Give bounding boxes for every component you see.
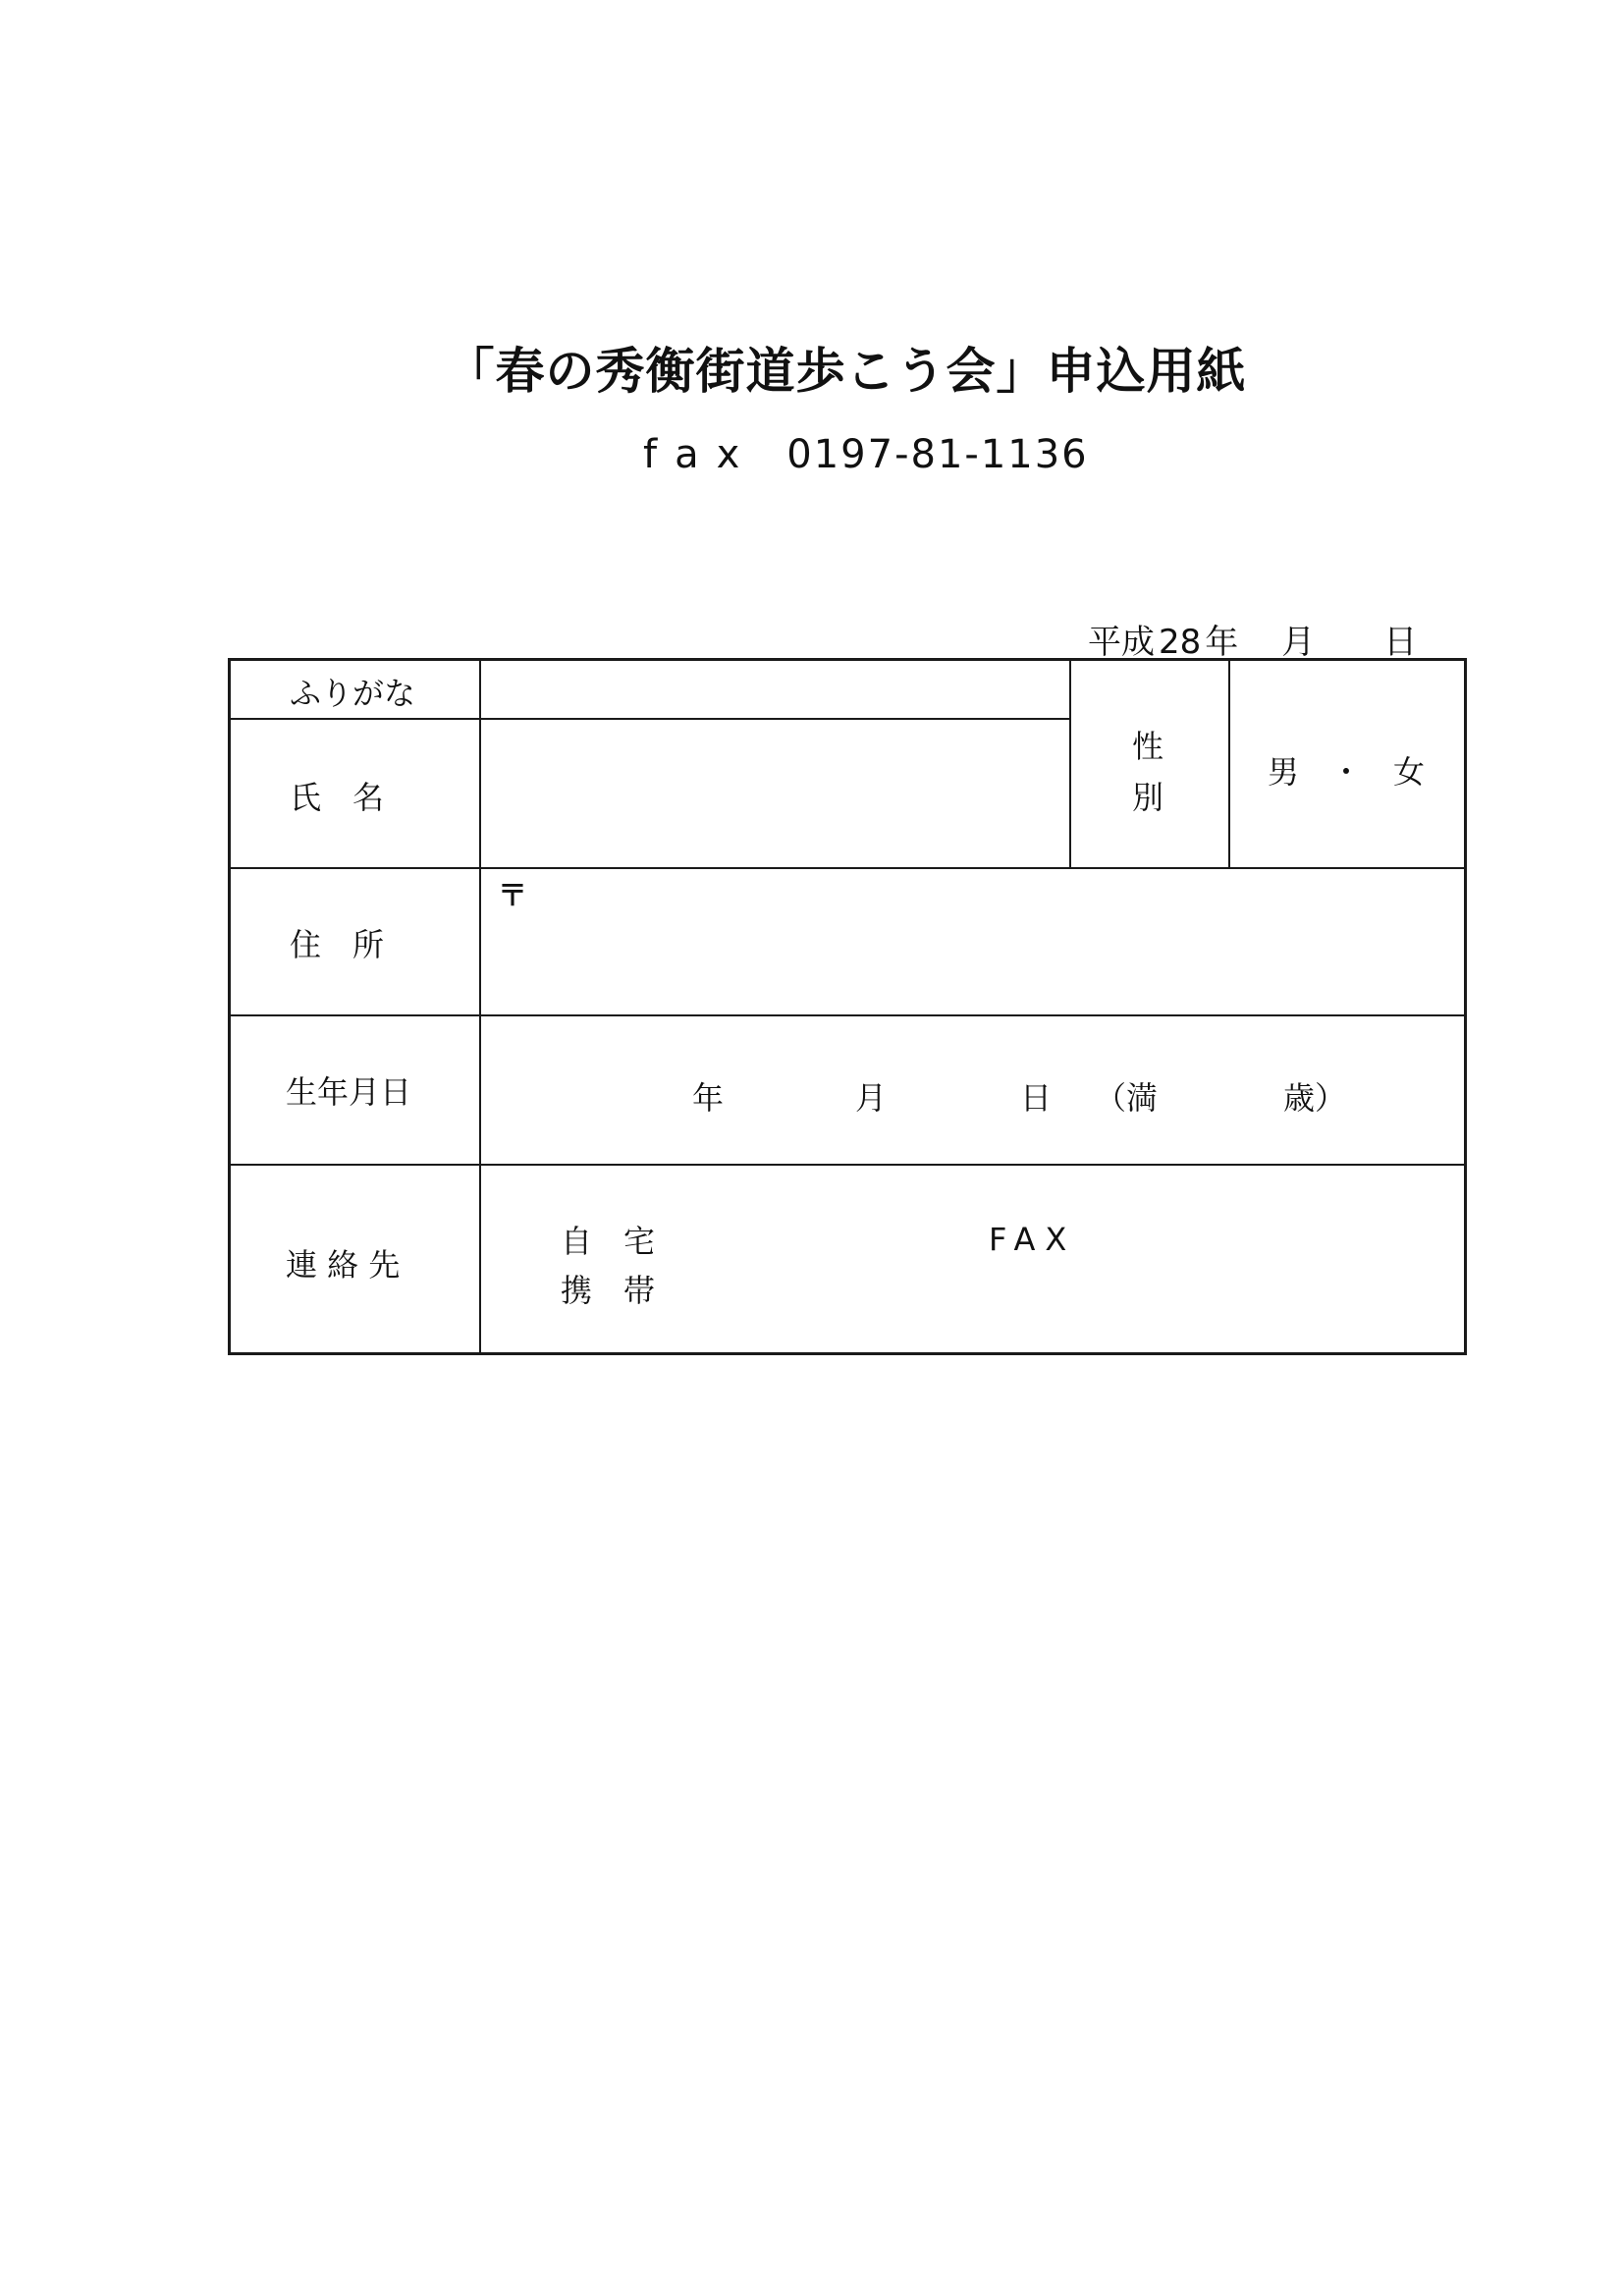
age-open: （満 <box>1095 1079 1159 1117</box>
gender-label-divider <box>1069 661 1071 869</box>
mobile-phone-label: 携 帯 <box>561 1272 656 1309</box>
date-era: 平成 <box>1088 623 1155 662</box>
fax-number: 0197-81-1136 <box>786 432 1089 477</box>
application-form-table <box>228 658 1467 1355</box>
name-field[interactable] <box>482 720 1067 866</box>
gender-value-divider <box>1228 661 1230 869</box>
fax-label: fax <box>643 432 758 477</box>
date-year-unit: 年 <box>1205 623 1239 662</box>
address-row-divider <box>231 1014 1464 1016</box>
birthdate-label: 生年月日 <box>286 1073 412 1111</box>
gender-label-bottom: 別 <box>1132 779 1164 816</box>
postal-mark: 〒 <box>498 879 527 913</box>
contact-label: 連 絡 先 <box>286 1246 401 1284</box>
furigana-label: ふりがな <box>290 675 416 712</box>
name-label: 氏 名 <box>290 779 385 816</box>
gender-options[interactable]: 男 ・ 女 <box>1268 753 1426 791</box>
date-month-unit: 月 <box>1281 623 1316 662</box>
application-date <box>1088 615 1417 663</box>
furigana-field[interactable] <box>482 661 1067 717</box>
label-column-divider <box>479 661 481 1352</box>
fax-info <box>643 432 1089 477</box>
birthdate-row-divider <box>231 1164 1464 1166</box>
fax-field-label: FAX <box>989 1221 1077 1258</box>
date-day-unit: 日 <box>1383 623 1418 662</box>
birth-month-unit: 月 <box>855 1079 888 1117</box>
address-label: 住 所 <box>290 926 385 963</box>
age-close: 歳） <box>1283 1079 1347 1117</box>
birth-day-unit: 日 <box>1020 1079 1053 1117</box>
home-phone-label: 自 宅 <box>561 1223 656 1260</box>
page-title: 「春の秀衡街道歩こう会」申込用紙 <box>445 343 1247 400</box>
date-year: 28 <box>1159 623 1202 662</box>
birth-year-unit: 年 <box>692 1079 725 1117</box>
gender-label-top: 性 <box>1132 728 1164 765</box>
address-field[interactable] <box>482 869 1462 1013</box>
